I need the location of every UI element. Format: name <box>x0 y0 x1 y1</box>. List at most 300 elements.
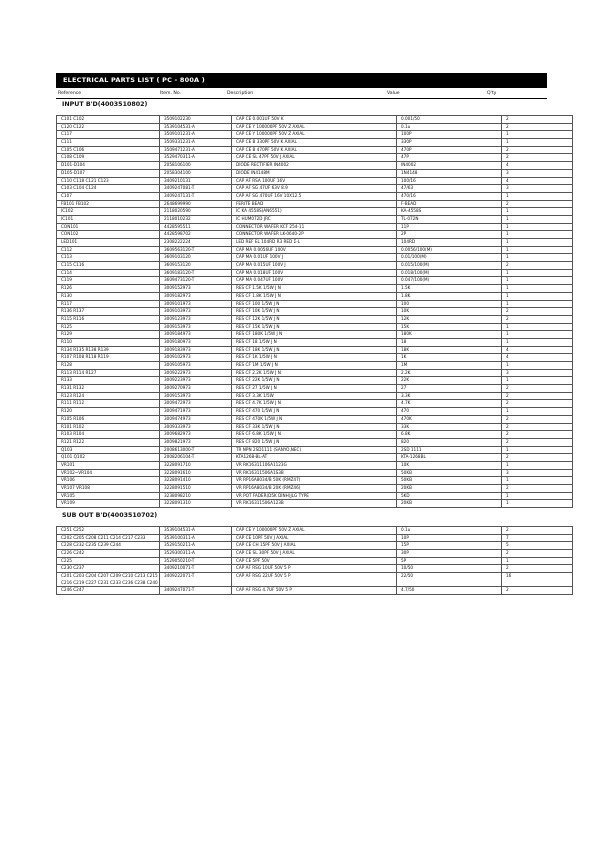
table-row <box>57 527 573 535</box>
part-reference: CON102 <box>57 231 160 239</box>
part-description: CAP AF RSG 10UF 50V 5 P <box>232 565 397 573</box>
part-description: RES CF 1M 1/5W J N <box>232 362 397 370</box>
table-row <box>57 477 573 485</box>
part-value: 20KB <box>397 500 502 508</box>
part-reference: VR107 VR108 <box>57 485 160 493</box>
part-quantity: 2 <box>502 431 573 439</box>
part-value: 22/50 <box>397 573 502 587</box>
item-number: 3009474973 <box>160 415 232 423</box>
table-row <box>57 139 573 147</box>
part-description: CAP AF RSG 4.7UF 50V 5 P <box>232 587 397 595</box>
part-description: CONNECTOR WAFER KCF 254-11 <box>232 223 397 231</box>
part-value: 2P <box>397 231 502 239</box>
table-row <box>57 185 573 193</box>
table-row <box>57 346 573 354</box>
item-number: 3409247071-T <box>160 587 232 595</box>
part-value: KA-4558S <box>397 208 502 216</box>
part-quantity: 1 <box>502 208 573 216</box>
part-value: 0.047/100(M) <box>397 277 502 285</box>
part-reference: R129 <box>57 331 160 339</box>
part-reference: R105 R106 <box>57 415 160 423</box>
part-reference: VR102~VR104 <box>57 469 160 477</box>
part-quantity: 1 <box>502 477 573 485</box>
part-quantity: 1 <box>502 192 573 200</box>
part-description: RES CF 470K 1/5W J N <box>232 415 397 423</box>
part-value: 50KB <box>397 477 502 485</box>
part-quantity: 1 <box>502 557 573 565</box>
table-row <box>57 285 573 293</box>
table-row <box>57 208 573 216</box>
part-value: 2.2K <box>397 369 502 377</box>
part-value: 0.018/100(M) <box>397 269 502 277</box>
table-row <box>57 123 573 131</box>
part-value: 18 <box>397 338 502 346</box>
table-row <box>57 415 573 423</box>
item-number: 3228091410 <box>160 477 232 485</box>
table-row <box>57 292 573 300</box>
part-description: KTA1268-BL-AT <box>232 454 397 462</box>
part-description: RES CF 820 1/5W J N <box>232 438 397 446</box>
part-reference: R117 <box>57 300 160 308</box>
parts-table-input <box>56 115 573 508</box>
part-value: 47P <box>397 154 502 162</box>
part-reference: C117 <box>57 131 160 139</box>
part-quantity: 2 <box>502 438 573 446</box>
part-reference: C111 <box>57 139 160 147</box>
part-description: CONNECTOR WAFER LK-0640-2P <box>232 231 397 239</box>
part-description: CAP AF RSG 22UF 50V 5 P <box>232 573 397 587</box>
table-row <box>57 300 573 308</box>
part-quantity: 2 <box>502 527 573 535</box>
table-row <box>57 308 573 316</box>
part-description: CAP AF SG 47UF 63V 8.9 <box>232 185 397 193</box>
part-value: 0.015/100(M) <box>397 262 502 270</box>
table-row <box>57 177 573 185</box>
part-reference: R136 R137 <box>57 308 160 316</box>
table-row <box>57 162 573 170</box>
item-number: 3509102230 <box>160 116 232 124</box>
item-number: 3228091310 <box>160 500 232 508</box>
part-reference: IC102 <box>57 208 160 216</box>
part-reference: R125 <box>57 323 160 331</box>
part-description: IC HUM072D JRC <box>232 215 397 223</box>
part-value: 470K <box>397 415 502 423</box>
part-reference: FB101 FB102 <box>57 200 160 208</box>
part-value: 470/16 <box>397 192 502 200</box>
part-value: 12K <box>397 315 502 323</box>
part-reference: R133 <box>57 377 160 385</box>
item-number: 3609153120 <box>160 262 232 270</box>
item-number: 3009182973 <box>160 292 232 300</box>
part-reference: IC101 <box>57 215 160 223</box>
part-quantity: 2 <box>502 587 573 595</box>
part-reference: R107 R108 R118 R119 <box>57 354 160 362</box>
part-description: CAP CE 10PF 50V J AXIAL <box>232 534 397 542</box>
part-quantity: 1 <box>502 292 573 300</box>
part-reference: LED101 <box>57 239 160 247</box>
part-description: DIODE RECTIFIER IN4002 <box>232 162 397 170</box>
item-number: 3529150211-A <box>160 542 232 550</box>
item-number: 3009821973 <box>160 438 232 446</box>
part-value: 27 <box>397 385 502 393</box>
part-reference: C251 C252 <box>57 527 160 535</box>
table-row <box>57 215 573 223</box>
part-description: LED REF EL 104RD R3 RED Σ-L <box>232 239 397 247</box>
part-value: 104RD <box>397 239 502 247</box>
part-reference: R120 <box>57 408 160 416</box>
table-row <box>57 116 573 124</box>
table-row <box>57 200 573 208</box>
part-value: 15K <box>397 323 502 331</box>
item-number: 3009123973 <box>160 315 232 323</box>
part-description: CAP AF SG 470UF 16V 10X12.5 <box>232 192 397 200</box>
table-row <box>57 392 573 400</box>
table-row <box>57 377 573 385</box>
col-reference: Reference <box>58 91 82 96</box>
table-row <box>57 423 573 431</box>
parts-list-title: ELECTRICAL PARTS LIST ( PC - 800A ) <box>56 73 547 88</box>
part-quantity: 1 <box>502 231 573 239</box>
part-reference: C113 <box>57 254 160 262</box>
item-number: 3409247131-T <box>160 192 232 200</box>
part-quantity: 1 <box>502 269 573 277</box>
table-row <box>57 169 573 177</box>
part-quantity: 3 <box>502 169 573 177</box>
part-description: RES CF 100 1/5W J N <box>232 300 397 308</box>
part-description: FERITE BEAD <box>232 200 397 208</box>
item-number: 3539104531-A <box>160 123 232 131</box>
item-number: 3009103973 <box>160 308 232 316</box>
part-value: 1K <box>397 354 502 362</box>
part-value: 180K <box>397 331 502 339</box>
part-description: VR POT FADER(D5K DINH)JLG TYPE <box>232 492 397 500</box>
section-title-input: INPUT B'D(4003510802) <box>62 101 148 108</box>
part-value: 6.8K <box>397 431 502 439</box>
part-quantity: 1 <box>502 338 573 346</box>
part-reference: R115 R116 <box>57 315 160 323</box>
table-row <box>57 587 573 595</box>
part-quantity: 2 <box>502 454 573 462</box>
part-description: VR RP16A8034/B 50K (RMZ47) <box>232 477 397 485</box>
table-row <box>57 573 573 587</box>
part-reference: C105 C106 <box>57 146 160 154</box>
part-quantity: 4 <box>502 177 573 185</box>
part-reference: C112 <box>57 246 160 254</box>
part-value: 820 <box>397 438 502 446</box>
part-description: CAP MA 0.047UF 100V <box>232 277 397 285</box>
part-value: 50KB <box>397 469 502 477</box>
part-reference: C119 <box>57 277 160 285</box>
part-reference: C120 C122 <box>57 123 160 131</box>
part-reference: C202 C205 C208 C211 C214 C217 C233 <box>57 534 160 542</box>
item-number: 3409210071-T <box>160 565 232 573</box>
part-quantity: 1 <box>502 323 573 331</box>
part-description: CAP CE CH 15PF 50V J AXIAL <box>232 542 397 550</box>
part-value: 0.1u <box>397 123 502 131</box>
part-description: CAP CE B 330PF 50V K AXIAL <box>232 139 397 147</box>
part-value: 1.8K <box>397 292 502 300</box>
table-row <box>57 231 573 239</box>
part-quantity: 2 <box>502 400 573 408</box>
table-row <box>57 400 573 408</box>
part-reference: Q101 Q102 <box>57 454 160 462</box>
part-quantity: 2 <box>502 123 573 131</box>
item-number: 3609103120 <box>160 254 232 262</box>
part-quantity: 1 <box>502 285 573 293</box>
part-description: RES CF 180K 1/5W J N <box>232 331 397 339</box>
part-reference: C246 C247 <box>57 587 160 595</box>
part-quantity: 3 <box>502 469 573 477</box>
item-number: 3009222973 <box>160 369 232 377</box>
part-reference: R103 R104 <box>57 431 160 439</box>
part-value: 0.1u <box>397 527 502 535</box>
table-row <box>57 277 573 285</box>
part-reference: C230 C237 <box>57 565 160 573</box>
part-description: CAP CE SL 30PF 50V J AXIAL <box>232 550 397 558</box>
part-reference: VR109 <box>57 500 160 508</box>
item-number: 3609183120-T <box>160 269 232 277</box>
part-reference: VR105 <box>57 492 160 500</box>
part-description: RES CF 1.8K 1/5W J N <box>232 292 397 300</box>
col-item-no: Item. No. <box>160 91 182 96</box>
item-number: 3009152973 <box>160 285 232 293</box>
item-number: 2308222224 <box>160 239 232 247</box>
part-description: CAP CE 5PF 50V <box>232 557 397 565</box>
part-value: 100/16 <box>397 177 502 185</box>
item-number: 3409222071-T <box>160 573 232 587</box>
part-value: 100P <box>397 131 502 139</box>
part-value: 5KD <box>397 492 502 500</box>
part-description: DIODE IN4148M <box>232 169 397 177</box>
part-reference: C108 C109 <box>57 154 160 162</box>
part-quantity: 1 <box>502 215 573 223</box>
table-row <box>57 338 573 346</box>
part-quantity: 2 <box>502 154 573 162</box>
table-row <box>57 500 573 508</box>
part-reference: D101-D104 <box>57 162 160 170</box>
section-title-sub-out: SUB OUT B'D(4003510702) <box>62 512 158 519</box>
part-value: 11P <box>397 223 502 231</box>
table-row <box>57 550 573 558</box>
part-quantity: 4 <box>502 346 573 354</box>
part-reference: C226 C242 <box>57 550 160 558</box>
part-quantity: 4 <box>502 354 573 362</box>
part-quantity: 2 <box>502 262 573 270</box>
part-value: F-BEAD <box>397 200 502 208</box>
part-description: RES CF 3.3K 1/5W <box>232 392 397 400</box>
item-number: 3009184973 <box>160 331 232 339</box>
part-reference: C201 C203 C204 C207 C209 C210 C213 C215 C216 C219 C227 C231 C233 C236 C238 C240 <box>57 573 160 587</box>
part-reference: C107 <box>57 192 160 200</box>
item-number: 3009153973 <box>160 323 232 331</box>
part-description: VR RK16311506A123B <box>232 500 397 508</box>
item-number: 2118020590 <box>160 208 232 216</box>
part-quantity: 3 <box>502 369 573 377</box>
parts-table-sub-out <box>56 526 573 595</box>
table-row <box>57 557 573 565</box>
item-number: 3529050210-T <box>160 557 232 565</box>
item-number: 3509471231-A <box>160 146 232 154</box>
part-description: CAP CE Y 100000PF 50V Z AXIAL <box>232 131 397 139</box>
item-number: 3238098210 <box>160 492 232 500</box>
table-row <box>57 362 573 370</box>
part-value: 1.5K <box>397 285 502 293</box>
part-description: CAP MA 0.0056UF 100V <box>232 246 397 254</box>
part-quantity: 1 <box>502 408 573 416</box>
part-reference: C103 C104 C124 <box>57 185 160 193</box>
part-description: CAP CE SL 47PF 50V J AXIAL <box>232 154 397 162</box>
part-quantity: 1 <box>502 239 573 247</box>
part-description: RES CF 12K 1/5W J N <box>232 315 397 323</box>
part-reference: R128 <box>57 362 160 370</box>
item-number: 3009153973 <box>160 392 232 400</box>
item-number: 3609563120-T <box>160 246 232 254</box>
item-number: 3009270973 <box>160 385 232 393</box>
item-number: 3509101231-A <box>160 131 232 139</box>
table-row <box>57 485 573 493</box>
table-row <box>57 262 573 270</box>
item-number: 3009223973 <box>160 377 232 385</box>
part-quantity: 5 <box>502 542 573 550</box>
table-row <box>57 146 573 154</box>
part-value: 330P <box>397 139 502 147</box>
table-row <box>57 315 573 323</box>
part-description: VR RK16311506A1S3B <box>232 469 397 477</box>
part-description: RES CF 1.5K 1/5W J N <box>232 285 397 293</box>
part-value: 0.0056/100(M) <box>397 246 502 254</box>
part-reference: R131 R132 <box>57 385 160 393</box>
table-row <box>57 331 573 339</box>
part-value: 470P <box>397 146 502 154</box>
part-description: CAP MA 0.015UF 100V J <box>232 262 397 270</box>
part-quantity: 2 <box>502 392 573 400</box>
part-reference: R113 R114 R127 <box>57 369 160 377</box>
part-value: KTA-1268BL <box>397 454 502 462</box>
part-reference: R121 R122 <box>57 438 160 446</box>
part-description: RES CF 2.2K 1/5W J N <box>232 369 397 377</box>
part-quantity: 2 <box>502 308 573 316</box>
item-number: 2058106100 <box>160 162 232 170</box>
part-quantity: 1 <box>502 277 573 285</box>
item-number: 3509331231-A <box>160 139 232 147</box>
item-number: 3009105973 <box>160 362 232 370</box>
col-value: Value <box>387 91 400 96</box>
part-value: 100 <box>397 300 502 308</box>
part-reference: R111 R112 <box>57 400 160 408</box>
part-reference: R123 R124 <box>57 392 160 400</box>
table-row <box>57 469 573 477</box>
part-reference: C225 <box>57 557 160 565</box>
item-number: 3409210131 <box>160 177 232 185</box>
item-number: 3539104531-A <box>160 527 232 535</box>
part-value: 30P <box>397 550 502 558</box>
item-number: 3009101973 <box>160 300 232 308</box>
table-row <box>57 446 573 454</box>
part-quantity: 2 <box>502 415 573 423</box>
part-value: 2SD 1111 <box>397 446 502 454</box>
part-reference: C228 C232 C235 C239 C244 <box>57 542 160 550</box>
part-quantity: 2 <box>502 550 573 558</box>
part-description: RES CF 6.8K 1/5W J N <box>232 431 397 439</box>
part-value: 4.7K <box>397 400 502 408</box>
part-description: CAP CE Y 100000PF 50V Z AXIAL <box>232 123 397 131</box>
table-row <box>57 461 573 469</box>
part-quantity: 1 <box>502 377 573 385</box>
part-value: TL-072N <box>397 215 502 223</box>
part-quantity: 1 <box>502 446 573 454</box>
part-reference: R126 <box>57 285 160 293</box>
item-number: 3009333973 <box>160 423 232 431</box>
part-value: 0.001/50 <box>397 116 502 124</box>
item-number: 4428598702 <box>160 231 232 239</box>
part-quantity: 1 <box>502 362 573 370</box>
part-reference: C101 C102 <box>57 116 160 124</box>
part-value: 33K <box>397 423 502 431</box>
item-number: 3009471973 <box>160 408 232 416</box>
part-description: VR RP16A8034/B 20K (RMZ46) <box>232 485 397 493</box>
item-number: 3409247081-T <box>160 185 232 193</box>
col-description: Description <box>227 91 254 96</box>
part-quantity: 1 <box>502 223 573 231</box>
part-description: RES CF 10K 1/5W J N <box>232 308 397 316</box>
part-description: CAP CE B 470PF 50V K AXIAL <box>232 146 397 154</box>
part-value: 10K <box>397 461 502 469</box>
part-quantity: 2 <box>502 565 573 573</box>
part-quantity: 2 <box>502 146 573 154</box>
table-row <box>57 431 573 439</box>
table-row <box>57 454 573 462</box>
item-number: 2008613000-T <box>160 446 232 454</box>
item-number: 2648699990 <box>160 200 232 208</box>
part-reference: R110 <box>57 338 160 346</box>
part-quantity: 1 <box>502 139 573 147</box>
item-number: 3228091510 <box>160 485 232 493</box>
part-quantity: 1 <box>502 500 573 508</box>
part-description: CAP AF RSA 100UF 16V <box>232 177 397 185</box>
item-number: 3609473120-T <box>160 277 232 285</box>
table-row <box>57 223 573 231</box>
part-description: CAP CE 0.001UF 50V K <box>232 116 397 124</box>
part-reference: R101 R102 <box>57 423 160 431</box>
table-row <box>57 369 573 377</box>
part-quantity: 2 <box>502 423 573 431</box>
part-quantity: 2 <box>502 385 573 393</box>
part-description: CAP MA 0.01UF 100V J <box>232 254 397 262</box>
table-row <box>57 323 573 331</box>
item-number: 2008206104-T <box>160 454 232 462</box>
part-quantity: 2 <box>502 315 573 323</box>
part-description: RES CF 15K 1/5W J N <box>232 323 397 331</box>
part-value: 1N4148 <box>397 169 502 177</box>
item-number: 3529300311-A <box>160 550 232 558</box>
item-number: 3009472973 <box>160 400 232 408</box>
table-row <box>57 192 573 200</box>
part-description: RES CF 18K 1/5W J N <box>232 346 397 354</box>
item-number: 3228091710 <box>160 461 232 469</box>
part-value: 15P <box>397 542 502 550</box>
part-description: RES CF 470 1/5W J N <box>232 408 397 416</box>
part-reference: VR106 <box>57 477 160 485</box>
part-quantity: 1 <box>502 331 573 339</box>
part-description: RES CF 4.7K 1/5W J N <box>232 400 397 408</box>
part-value: 5P <box>397 557 502 565</box>
part-value: 3.3K <box>397 392 502 400</box>
part-reference: C110 C118 C121 C123 <box>57 177 160 185</box>
column-header-row <box>56 89 547 99</box>
table-row <box>57 534 573 542</box>
table-row <box>57 154 573 162</box>
table-row <box>57 565 573 573</box>
